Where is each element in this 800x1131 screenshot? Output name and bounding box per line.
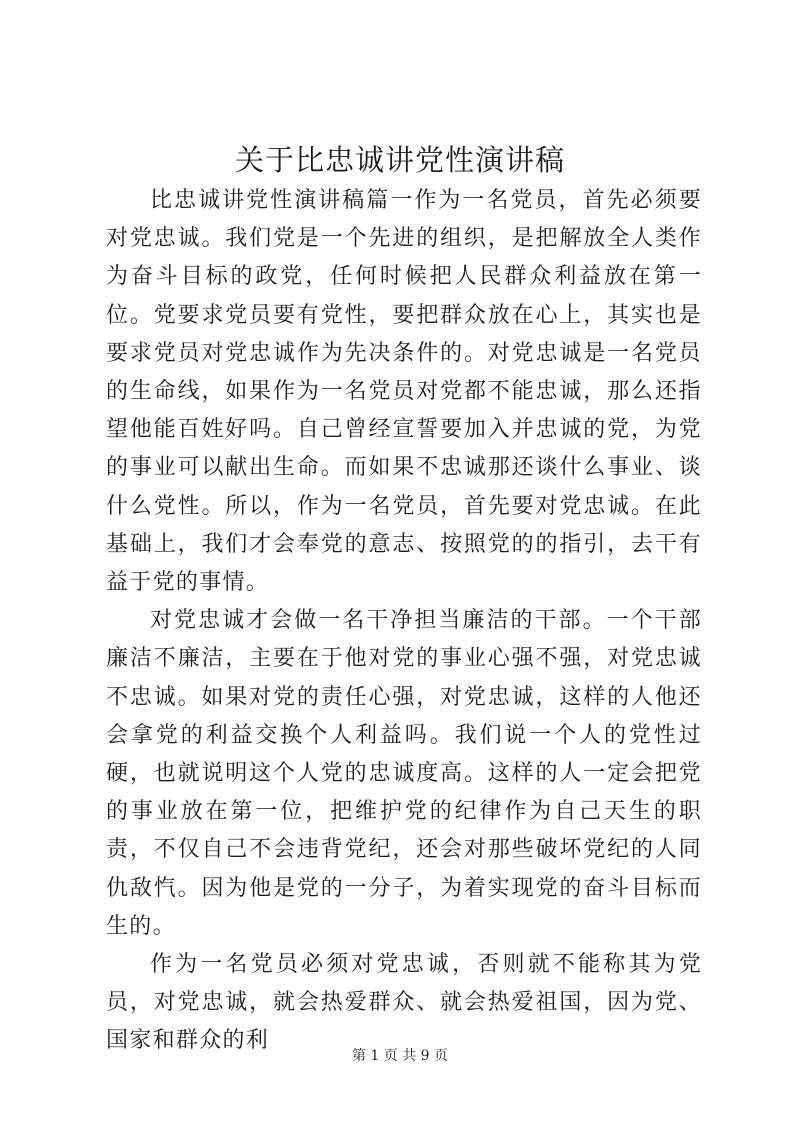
document-title: 关于比忠诚讲党性演讲稿 bbox=[234, 143, 565, 177]
document-body bbox=[106, 182, 702, 1061]
paragraph-2: 对党忠诚才会做一名干净担当廉洁的干部。一个干部廉洁不廉洁，主要在于他对党的事业心强不强，对党忠诚不忠诚。如果对党的责任心强，对党忠诚，这样的人他还会拿党的利益交换个人利益吗。我们说一个人的党性过硬，也就说明这个人党的忠诚度高。这样的人一定会把党的事业放在第一位，把维护党的纪律作为自己天生的职责，不仅自己不会违背党纪，还会对那些破坏党纪的人同仇敌忾。因为他是党的一分子，为着实现党的奋斗目标而生的。 bbox=[106, 608, 702, 939]
page-number-footer: 第 1 页 共 9 页 bbox=[351, 1048, 449, 1064]
paragraph-3: 作为一名党员必须对党忠诚，否则就不能称其为党员，对党忠诚，就会热爱群众、就会热爱祖国，因为党、国家和群众的利 bbox=[106, 952, 702, 1054]
paragraph-1: 比忠诚讲党性演讲稿篇一作为一名党员，首先必须要对党忠诚。我们党是一个先进的组织，是把解放全人类作为奋斗目标的政党，任何时候把人民群众利益放在第一位。党要求党员要有党性，要把群众放在心上，其实也是要求党员对党忠诚作为先决条件的。对党忠诚是一名党员的生命线，如果作为一名党员对党都不能忠诚，那么还指望他能百姓好吗。自己曾经宣誓要加入并忠诚的党，为党的事业可以献出生命。而如果不忠诚那还谈什么事业、谈什么党性。所以，作为一名党员，首先要对党忠诚。在此基础上，我们才会奉党的意志、按照党的的指引，去干有益于党的事情。 bbox=[106, 188, 702, 596]
